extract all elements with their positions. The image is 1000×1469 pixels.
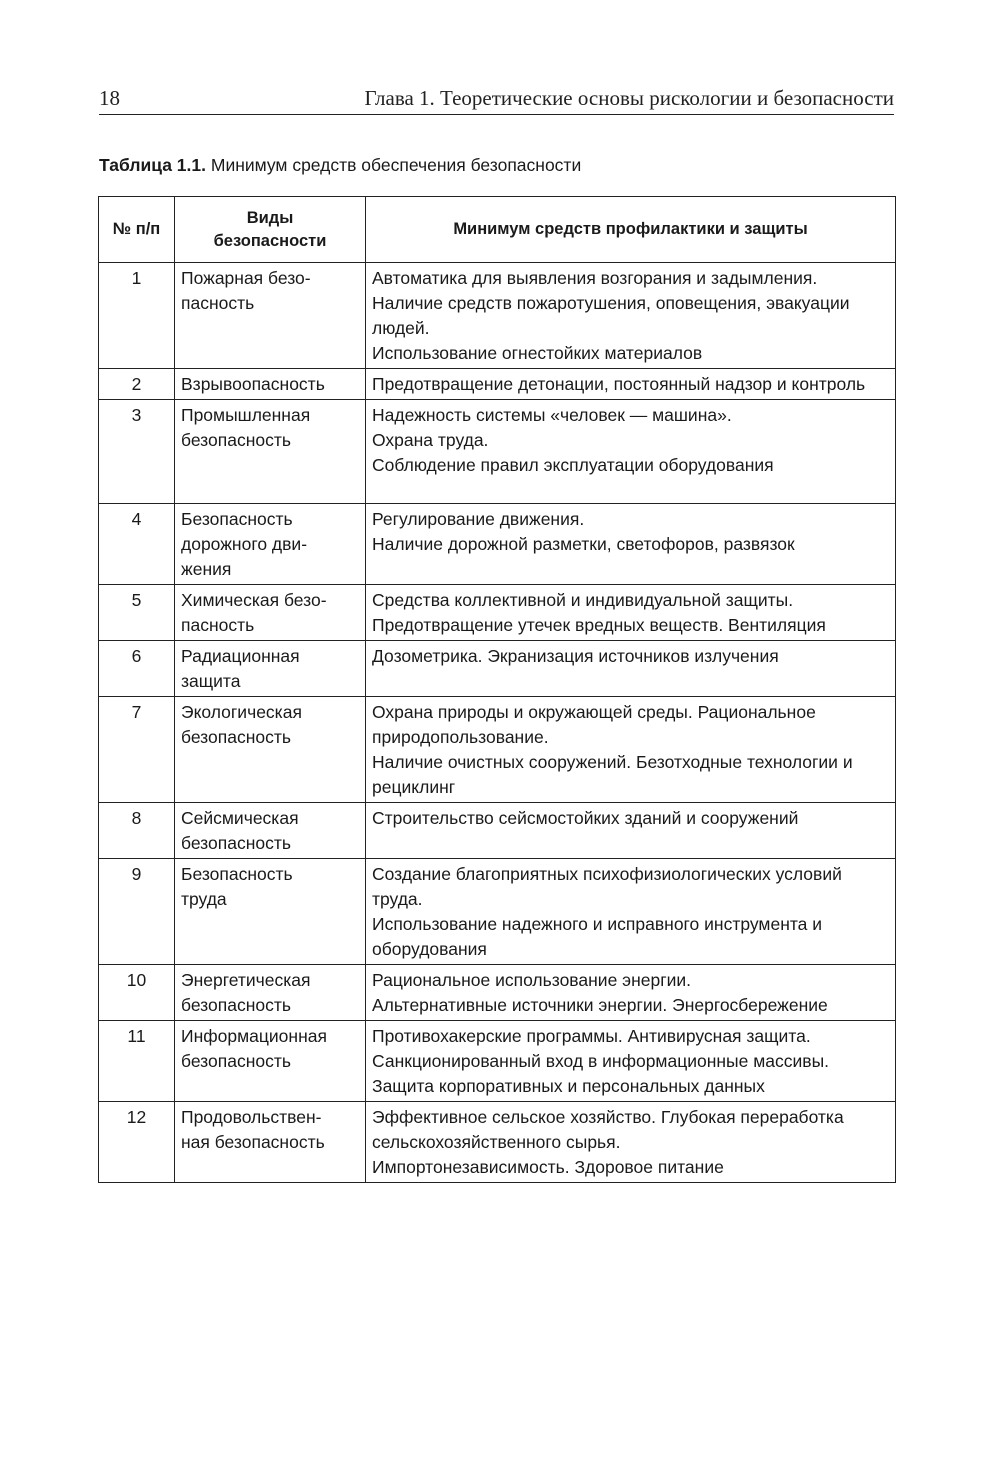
table-body	[99, 263, 896, 1183]
table-row	[99, 641, 896, 697]
measure-line: Противохакерские программы. Антивирусная защита.	[372, 1026, 811, 1046]
row-number: 2	[99, 369, 175, 400]
measure-line: Предотвращение утечек вредных веществ. Вентиляция	[372, 615, 826, 635]
measure-line: Регулирование движения.	[372, 509, 585, 529]
measure-line: Эффективное сельское хозяйство. Глубокая переработка сельскохозяйственного сырья.	[372, 1107, 844, 1152]
measure-line: Строительство сейсмостойких зданий и сооружений	[372, 808, 799, 828]
security-type: Продовольствен- ная безопасность	[175, 1102, 366, 1183]
table-header-row	[99, 197, 896, 263]
column-header-measures: Минимум средств профилактики и защиты	[366, 197, 896, 263]
security-measures	[366, 585, 896, 641]
security-type: Информационная безопасность	[175, 1021, 366, 1102]
measure-line: Использование надежного и исправного инструмента и оборудования	[372, 914, 823, 959]
security-measures	[366, 803, 896, 859]
measure-line: Дозометрика. Экранизация источников излучения	[372, 646, 779, 666]
security-type: Безопасность труда	[175, 859, 366, 965]
measure-line: Создание благоприятных психофизиологических условий труда.	[372, 864, 842, 909]
row-number: 1	[99, 263, 175, 369]
measure-line: Надежность системы «человек — машина».	[372, 405, 732, 425]
security-measures	[366, 965, 896, 1021]
table-caption-text: Минимум средств обеспечения безопасности	[206, 155, 582, 175]
table-row	[99, 585, 896, 641]
page-number: 18	[99, 86, 120, 110]
security-type: Радиационная защита	[175, 641, 366, 697]
security-measures	[366, 400, 896, 504]
measure-line: Защита корпоративных и персональных данных	[372, 1076, 765, 1096]
table-row	[99, 263, 896, 369]
table-row	[99, 803, 896, 859]
security-measures	[366, 1021, 896, 1102]
security-measures	[366, 504, 896, 585]
measure-line: Охрана труда.	[372, 430, 489, 450]
table-row	[99, 859, 896, 965]
table-row	[99, 965, 896, 1021]
security-type: Энергетическая безопасность	[175, 965, 366, 1021]
security-type: Пожарная безо- пасность	[175, 263, 366, 369]
table-row	[99, 1102, 896, 1183]
security-table	[98, 196, 896, 1183]
measure-line: Средства коллективной и индивидуальной защиты.	[372, 590, 794, 610]
measure-line: Наличие дорожной разметки, светофоров, развязок	[372, 534, 795, 554]
row-number: 3	[99, 400, 175, 504]
table-row	[99, 504, 896, 585]
chapter-title: Глава 1. Теоретические основы рискологии и безопасности	[364, 86, 894, 110]
table-row	[99, 400, 896, 504]
security-type: Промышленная безопасность	[175, 400, 366, 504]
measure-line: Использование огнестойких материалов	[372, 343, 703, 363]
measure-line: Охрана природы и окружающей среды. Рациональное природопользование.	[372, 702, 816, 747]
measure-line: Наличие очистных сооружений. Безотходные технологии и рециклинг	[372, 752, 853, 797]
measure-line: Санкционированный вход в информационные массивы.	[372, 1051, 830, 1071]
security-measures	[366, 641, 896, 697]
measure-line: Рациональное использование энергии.	[372, 970, 692, 990]
security-type: Безопасность дорожного дви- жения	[175, 504, 366, 585]
table-row	[99, 697, 896, 803]
security-measures	[366, 263, 896, 369]
measure-line: Альтернативные источники энергии. Энергосбережение	[372, 995, 828, 1015]
measure-line: Импортонезависимость. Здоровое питание	[372, 1157, 724, 1177]
row-number: 6	[99, 641, 175, 697]
row-number: 10	[99, 965, 175, 1021]
table-row	[99, 369, 896, 400]
security-type: Сейсмическая безопасность	[175, 803, 366, 859]
row-number: 4	[99, 504, 175, 585]
security-measures	[366, 1102, 896, 1183]
row-number: 8	[99, 803, 175, 859]
column-header-type: Виды безопасности	[175, 197, 366, 263]
security-measures	[366, 697, 896, 803]
table-caption	[99, 155, 581, 176]
row-number: 12	[99, 1102, 175, 1183]
measure-line: Автоматика для выявления возгорания и задымления.	[372, 268, 818, 288]
security-type: Химическая безо- пасность	[175, 585, 366, 641]
security-measures	[366, 369, 896, 400]
column-header-number: № п/п	[99, 197, 175, 263]
measure-line: Наличие средств пожаротушения, оповещения, эвакуации людей.	[372, 293, 850, 338]
security-type: Экологическая безопасность	[175, 697, 366, 803]
row-number: 11	[99, 1021, 175, 1102]
measure-line: Предотвращение детонации, постоянный надзор и контроль	[372, 374, 866, 394]
table-row	[99, 1021, 896, 1102]
table-caption-label: Таблица 1.1.	[99, 155, 206, 175]
running-head	[99, 84, 894, 115]
row-number: 5	[99, 585, 175, 641]
measure-line: Соблюдение правил эксплуатации оборудования	[372, 455, 774, 475]
security-type: Взрывоопасность	[175, 369, 366, 400]
row-number: 7	[99, 697, 175, 803]
row-number: 9	[99, 859, 175, 965]
security-measures	[366, 859, 896, 965]
